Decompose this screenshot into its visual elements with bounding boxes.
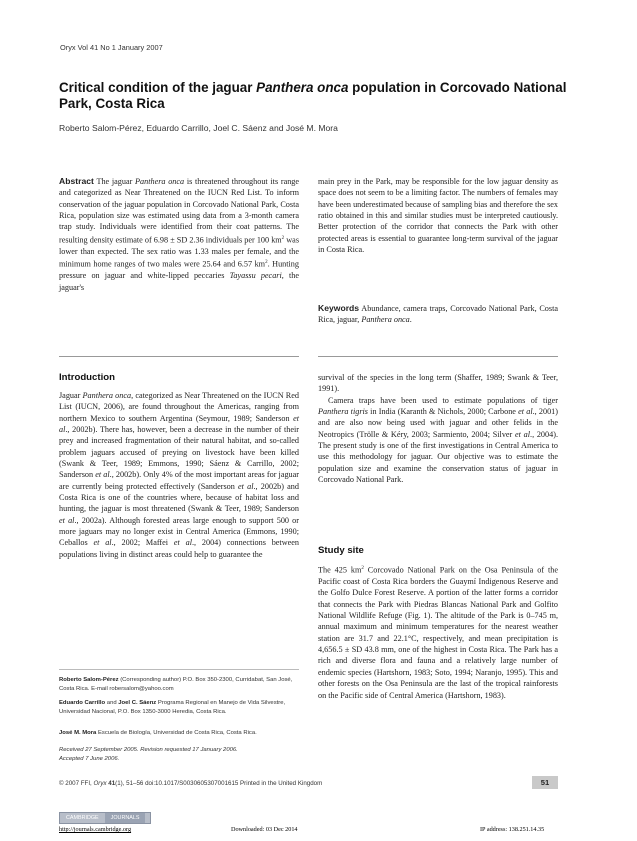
copyright-line xyxy=(59,780,322,787)
volume: 41 xyxy=(106,780,116,787)
abstract-label: Abstract xyxy=(59,176,94,186)
et-al: et al xyxy=(59,413,299,435)
et-al: et al xyxy=(515,429,531,439)
keywords-end: . xyxy=(409,315,412,325)
journal-name: Oryx xyxy=(93,780,107,787)
et-al: et al xyxy=(518,407,533,417)
abstract-left xyxy=(59,176,299,293)
received-line: Received 27 September 2005. Revision requested 17 January 2006. xyxy=(59,747,238,753)
body-text: ., 2002; Maffei xyxy=(111,538,174,548)
keywords-text: Abundance, camera traps, Corcovado National Park, Costa Rica, jaguar, xyxy=(318,304,558,325)
affiliation-name: Roberto Salom-Pérez xyxy=(59,677,119,683)
et-al: et al xyxy=(59,515,75,525)
affiliation-name: Eduardo Carrillo xyxy=(59,700,106,706)
abstract-text: . Hunting pressure on jaguar and white-lipped peccaries xyxy=(59,259,299,281)
superscript: 2 xyxy=(265,260,268,266)
body-text: , categorized as Near Threatened on the IUCN Red List (IUCN, 2006), are found throughout the Americas, ranging from northern Mexico to southern Argentina (Seymour, 1989; Sanderson xyxy=(59,391,299,423)
title-text-1: Critical condition of the jaguar xyxy=(59,80,257,95)
accepted-line: Accepted 7 June 2006. xyxy=(59,755,120,762)
body-text: in India (Karanth & Nichols, 2000; Carbone xyxy=(367,407,519,417)
ip-address: IP address: 138.251.14.35 xyxy=(480,826,545,833)
body-text: Jaguar xyxy=(59,391,83,400)
species-name: Panthera onca xyxy=(82,391,132,400)
continuation-text: survival of the species in the long term (Shaffer, 1989; Swank & Teer, 1991). xyxy=(318,373,558,394)
introduction-paragraph-2 xyxy=(318,395,558,486)
author-list: Roberto Salom-Pérez, Eduardo Carrillo, Joel C. Sáenz and José M. Mora xyxy=(59,123,338,133)
superscript: 2 xyxy=(361,566,364,571)
received-dates xyxy=(59,746,299,763)
abstract-text: The jaguar xyxy=(96,177,136,186)
affiliation-text: and xyxy=(105,700,119,706)
body-text: The 425 km xyxy=(318,565,362,575)
divider-right xyxy=(318,356,558,357)
keywords-label: Keywords xyxy=(318,303,360,313)
copyright: © 2007 FFI, xyxy=(59,780,94,787)
et-al: et al xyxy=(173,538,192,548)
journal-line: Oryx Vol 41 No 1 January 2007 xyxy=(60,43,163,52)
introduction-heading: Introduction xyxy=(59,372,115,383)
body-text: ., 2002a). Although forested areas large enough to support 500 or more jaguars may no longer exist in Central America (Emmons, 1990; Ceballos xyxy=(59,515,300,548)
species-name: Panthera tigris xyxy=(318,407,368,417)
body-text: ., 2004) connections between populations living in distinct areas could help to guarantee the xyxy=(59,538,299,559)
journal-header xyxy=(60,43,163,52)
abstract-species: Tayassu pecari xyxy=(229,271,282,281)
citation: (1), 51–56 doi:10.1017/S0030605307001615 Printed in the United Kingdom xyxy=(115,780,323,787)
body-text: ., 2002b). There has, however, been a decrease in the number of their prey and increased fragmentation of their natural habitat, and so-called problem jaguars accused of preying on livestock have been killed (Swank & Teer, 1989; Emmons, 1990; Sáenz & Carrillo, 2002; Sanderson xyxy=(59,425,299,480)
et-al: et al xyxy=(95,470,110,480)
keywords xyxy=(318,303,558,326)
logo-text-left: CAMBRIDGE xyxy=(66,815,99,821)
abstract-right: main prey in the Park, may be responsible for the low jaguar density as space does not seem to be a limiting factor. The numbers of females may have been underestimated because of sampling bias and therefore the sex ratio obtained in this and similar studies must be interpreted cautiously. Better protection of the corridor that connects the Park with other protected areas is essential to guarantee long-term survival of the jaguar in Costa Rica. xyxy=(318,177,558,255)
study-site-paragraph xyxy=(318,563,558,701)
cambridge-journals-logo[interactable] xyxy=(59,812,151,824)
superscript: 2 xyxy=(281,235,285,241)
body-text: ., 2001) and are also now being used with jaguar and other felids in the Neotropics (Trölle & Kéry, 2003; Sarmiento, 2004; Silver xyxy=(318,407,559,439)
keywords-species: Panthera onca xyxy=(361,315,410,325)
body-text: ., 2004). The present study is one of the first investigations in Central America to use this methodology for jaguar. Our objective was to estimate the population size and examine the conservation status of jaguar in Corcovado National Park. xyxy=(318,429,558,485)
affiliation-1 xyxy=(59,676,299,693)
introduction-paragraph-1 xyxy=(59,390,299,560)
body-text: Corcovado National Park on the Osa Peninsula of the Pacific coast of Costa Rica borders the Guaymí Indigenous Reserve and the Golfo Dulce Forest Reserve. A portion of the latter forms a corridor that connects the Park with Piedras Blancas National Park and Golfito National Wildlife Refuge (Fig. 1). The altitude of the Park is 0–745 m, annual maximum and minimum temperatures for the nearest weather station are 31.7 and 22.1°C, respectively, and mean precipitation is 4,656.5 ± SD 43.8 mm, one of the highest in Costa Rica. The Park has a rich and diverse flora and fauna and a relatively large number of endemic species (Hartshorn, 1983; Soto, 1994; Naranjo, 1995). This and other forests on the Osa Peninsula are the last of the tropical rainforests on the Pacific side of Central America (Hartshorn, 1983). xyxy=(318,565,558,700)
logo-text-right: JOURNALS xyxy=(105,813,146,823)
et-al: et al xyxy=(93,538,112,548)
body-text: ., 2002b) and Costa Rica is one of the countries where, because of habitat loss and hunting, the jaguar is most threatened (Swank & Teer, 1989; Sanderson xyxy=(59,481,299,514)
affiliation-3 xyxy=(59,729,299,738)
article-title xyxy=(59,80,579,112)
title-species: Panthera onca xyxy=(256,80,349,95)
affiliation-text: Programa Regional en Manejo de Vida Silvestre, Universidad Nacional, P.O. Box 1350-3000 Heredia, Costa Rica. xyxy=(59,700,286,715)
title-text-2: population in Corcovado National Park, Costa Rica xyxy=(59,80,567,111)
page-number: 51 xyxy=(532,776,558,789)
abstract-text: is threatened throughout its range and categorized as Near Threatened on the IUCN Red List. To inform conservation of the jaguar population in Corcovado National Park, Costa Rica, population size was estimated using data from a 3-month camera trap study. Individuals were identified from their coat patterns. The resulting density estimate of 6.98 ± SD 2.36 individuals per 100 km xyxy=(59,177,300,245)
introduction-continued xyxy=(318,372,558,485)
download-date: Downloaded: 03 Dec 2014 xyxy=(231,826,298,833)
abstract-text: , the jaguar's xyxy=(59,271,299,292)
affiliation-name: José M. Mora xyxy=(59,730,97,736)
body-text: Camera traps have been used to estimate populations of tiger xyxy=(328,395,558,405)
abstract-text: was lower than expected. The sex ratio was 1.33 males per female, and the minimum home ranges of two males were 25.64 and 6.57 km xyxy=(59,235,300,269)
affiliation-2 xyxy=(59,699,299,716)
abstract-species: Panthera onca xyxy=(135,177,185,186)
affiliation-rule xyxy=(59,669,299,670)
et-al: et al xyxy=(238,481,254,491)
study-site-heading: Study site xyxy=(318,545,364,556)
affiliation-text: (Corresponding author) P.O. Box 350-2300, Curridabat, San José, Costa Rica. E-mail robersalom@yahoo.com xyxy=(59,677,293,692)
body-text: ., 2002b). Only 4% of the most important areas for jaguar are currently being protected effectively (Sanderson xyxy=(59,470,300,491)
divider-left xyxy=(59,356,299,357)
affiliation-name: Joel C. Sáenz xyxy=(118,700,157,706)
journal-link[interactable]: http://journals.cambridge.org xyxy=(59,826,132,833)
affiliation-text: Escuela de Biología, Universidad de Costa Rica, Costa Rica. xyxy=(96,730,257,736)
